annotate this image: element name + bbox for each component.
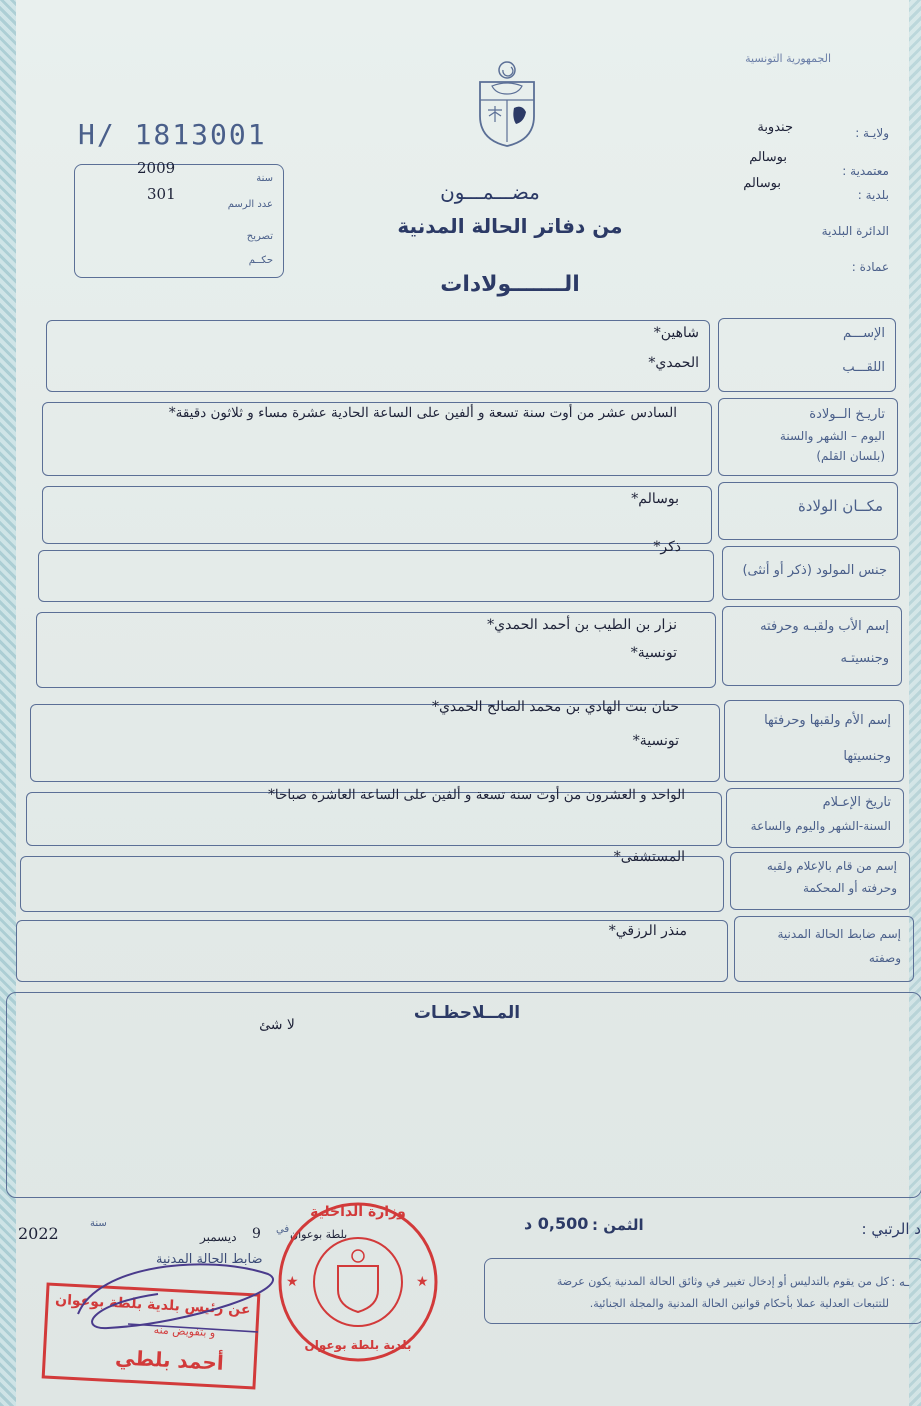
- round-stamp-bottom-text: بلدية بلطة بوعوان: [304, 1338, 412, 1352]
- rect-stamp-line-3: أحمد بلطي: [114, 1345, 225, 1375]
- box-label-year: سنة: [256, 173, 273, 184]
- row-declarant-value-box: [20, 849, 724, 912]
- label-mother: إسم الأم ولقبها وحرفتها: [764, 713, 891, 728]
- baladiya-label: بلدية :: [857, 188, 889, 202]
- value-mother: حنان بنت الهادي بن محمد الصالح الحمدي*: [431, 699, 679, 715]
- value-last-name: الحمدي*: [648, 355, 699, 371]
- municipality-round-stamp: [274, 1198, 442, 1366]
- warning-line-2: للتتبعات العدلية عملا بأحكام قوانين الحالة المدنية والمجلة الجنائية.: [589, 1297, 889, 1310]
- value-father-nationality: تونسية*: [630, 645, 677, 661]
- footer-month: ديسمبر: [200, 1230, 237, 1244]
- row-father-label-box: [722, 606, 902, 686]
- mutamadiya-value: بوسالم: [749, 150, 787, 165]
- officer-signature: [68, 1254, 288, 1344]
- row-father-value-box: [36, 612, 716, 688]
- row-birthdate-label-box: [718, 398, 898, 476]
- value-officer: منذر الرزقي*: [608, 923, 687, 939]
- footer-year: 2022: [18, 1224, 59, 1243]
- footer-officer: ضابط الحالة المدنية: [156, 1252, 263, 1267]
- wilaya-label: ولايـة :: [855, 126, 889, 140]
- row-declaration-label-box: [726, 788, 904, 848]
- row-officer-label-box: [734, 916, 914, 982]
- label-declarant: إسم من قام بالإعلام ولقبه: [766, 859, 897, 873]
- title-registers: من دفاتر الحالة المدنية: [397, 214, 623, 238]
- label-father: إسم الأب ولقبـه وحرفته: [760, 619, 889, 634]
- row-sex-label-box: [722, 546, 900, 600]
- footer-year-label: سنة: [90, 1218, 107, 1229]
- row-mother-label-box: [724, 700, 904, 782]
- box-label-record: عدد الرسم: [227, 199, 273, 210]
- warning-line-1: كل من يقوم بالتدليس أو إدخال تغيير في وثائق الحالة المدنية يكون عرضة: [556, 1275, 889, 1288]
- record-year: 2009: [137, 159, 176, 177]
- umada-label: عمادة :: [851, 260, 889, 274]
- row-sex-value-box: [38, 539, 714, 602]
- row-name-label-box: [718, 318, 896, 392]
- value-mother-nationality: تونسية*: [632, 733, 679, 749]
- label-birth-place: مكــان الولادة: [797, 497, 883, 515]
- value-birth-date: السادس عشر من أوت سنة تسعة و ألفين على الساعة الحادية عشرة مساء و ثلاثون دقيقة*: [168, 405, 677, 421]
- record-info-box: [74, 159, 284, 278]
- label-officer-sub: وصفته: [868, 951, 901, 965]
- label-birth-date-words: (بلسان القلم): [816, 449, 885, 463]
- label-birth-date: تاريـخ الــولادة: [809, 407, 885, 422]
- rect-stamp-line-2: و بتفويض منه: [153, 1323, 216, 1340]
- label-officer: إسم ضابط الحالة المدنية: [777, 927, 901, 941]
- label-last-name: اللقـــب: [842, 360, 885, 375]
- label-declaration-date-sub: السنة-الشهر واليوم والساعة: [750, 819, 891, 833]
- label-father-nationality: وجنسيتـه: [840, 651, 889, 666]
- remarks-box: [6, 992, 921, 1198]
- row-name-value-box: [46, 320, 710, 392]
- republic-label: الجمهورية التونسية: [745, 52, 831, 65]
- box-label-declaration: تصريح: [246, 231, 273, 242]
- label-declarant-sub: وحرفته أو المحكمة: [802, 881, 897, 895]
- value-declarant: المستشفى*: [613, 849, 685, 865]
- warning-box: [484, 1258, 921, 1324]
- footer-place: بلطة بوعوان: [290, 1228, 348, 1241]
- label-sex: جنس المولود (ذكر أو أنثى): [742, 563, 887, 578]
- box-label-judgment: حكــم: [248, 255, 273, 266]
- label-first-name: الإســـم: [843, 326, 885, 341]
- svg-text:★: ★: [416, 1274, 429, 1290]
- remarks-value: لا شئ: [259, 1017, 295, 1033]
- title-births: الـــــــولادات: [440, 272, 580, 297]
- round-stamp-top-text: وزارة الداخلية: [310, 1204, 406, 1220]
- rect-stamp-line-1: عن رئيس بلدية بلطة بوعوان: [54, 1291, 251, 1319]
- row-birthdate-value-box: [42, 402, 712, 476]
- row-place-value-box: [42, 486, 712, 544]
- warning-label: ـه :: [891, 1275, 909, 1289]
- value-sex: ذكر*: [653, 539, 681, 555]
- remarks-label: المــلاحظـات: [413, 1003, 521, 1023]
- footer-in-label: في: [276, 1224, 290, 1235]
- price-value: 0,500 د: [524, 1214, 589, 1233]
- record-number: 301: [147, 185, 176, 203]
- footer-day: 9: [252, 1226, 261, 1242]
- value-birth-place: بوسالم*: [631, 491, 679, 507]
- label-declaration-date: تاريخ الإعـلام: [822, 795, 891, 810]
- tunisia-coat-of-arms-icon: [474, 58, 540, 148]
- row-officer-value-box: [16, 920, 728, 982]
- label-birth-date-sub: اليوم – الشهر والسنة: [779, 429, 885, 443]
- svg-text:★: ★: [286, 1274, 299, 1290]
- row-mother-value-box: [30, 699, 720, 782]
- wilaya-value: جندوبة: [757, 120, 793, 135]
- circle-label: الدائرة البلدية: [821, 224, 889, 238]
- row-declaration-value-box: [26, 787, 722, 846]
- value-declaration-date: الواحد و العشرون من أوت سنة تسعة و ألفين على الساعة العاشرة صباحا*: [268, 787, 685, 803]
- baladiya-value: بوسالم: [743, 176, 781, 191]
- value-first-name: شاهين*: [653, 325, 699, 341]
- title-summary: مضـــمـــون: [440, 180, 540, 204]
- label-mother-nationality: وجنسيتها: [843, 749, 891, 764]
- price-label: الثمن :: [592, 1216, 644, 1234]
- row-declarant-label-box: [730, 852, 910, 910]
- value-father: نزار بن الطيب بن أحمد الحمدي*: [487, 617, 677, 633]
- row-place-label-box: [718, 482, 898, 540]
- mutamadiya-label: معتمدية :: [842, 164, 889, 178]
- serial-label: د الرتبي :: [861, 1220, 921, 1238]
- serial-number: H/ 1813001: [78, 118, 267, 151]
